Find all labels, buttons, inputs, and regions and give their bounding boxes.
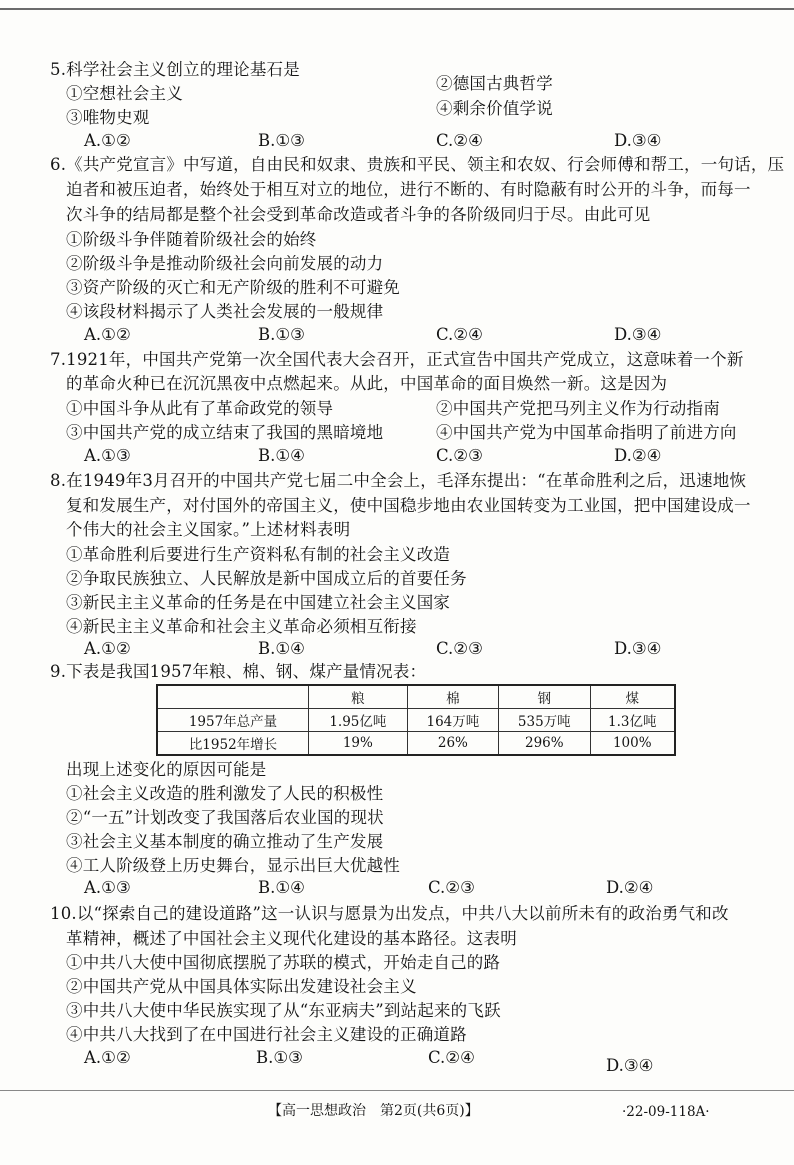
q8-choice-c: C.②③ bbox=[436, 639, 483, 658]
q7-option-1: ①中国斗争从此有了革命政党的领导 bbox=[66, 399, 334, 418]
q6-stem-line-3: 次斗争的结局都是整个社会受到革命改造或者斗争的各阶级同归于尽。由此可见 bbox=[66, 205, 651, 224]
top-rule bbox=[0, 8, 794, 10]
q7-choice-b: B.①④ bbox=[258, 446, 305, 465]
table-cell: 26% bbox=[407, 732, 498, 756]
q6-choice-b: B.①③ bbox=[258, 325, 305, 344]
q6-option-4: ④该段材料揭示了人类社会发展的一般规律 bbox=[66, 302, 384, 321]
footer-rule bbox=[0, 1090, 794, 1091]
footer-page-info: 【高一思想政治 第2页(共6页)】 bbox=[268, 1103, 479, 1119]
q10-stem-line-1: 10.以“探索自己的建设道路”这一认识与愿景为出发点，中共八大以前所未有的政治勇气和改 bbox=[50, 904, 729, 923]
table-cell: 296% bbox=[499, 732, 590, 756]
q9-stem: 9.下表是我国1957年粮、棉、钢、煤产量情况表： bbox=[50, 662, 427, 681]
q5-choice-b: B.①③ bbox=[258, 131, 305, 150]
table-header-row bbox=[157, 685, 675, 709]
q9-option-3: ③社会主义基本制度的确立推动了生产发展 bbox=[66, 832, 384, 851]
table-cell: 1957年总产量 bbox=[157, 709, 309, 732]
production-table bbox=[156, 684, 676, 756]
q8-stem-line-2: 复和发展生产，对付国外的帝国主义，使中国稳步地由农业国转变为工业国，把中国建设成一 bbox=[66, 496, 751, 515]
table-cell: 535万吨 bbox=[499, 709, 590, 732]
q10-option-1: ①中共八大使中国彻底摆脱了苏联的模式，开始走自己的路 bbox=[66, 953, 501, 972]
table-header-cell bbox=[157, 685, 309, 709]
q10-stem-line-2: 革精神，概述了中国社会主义现代化建设的基本路径。这表明 bbox=[66, 929, 517, 948]
table-cell: 19% bbox=[309, 732, 408, 756]
q8-stem-line-3: 个伟大的社会主义国家。”上述材料表明 bbox=[66, 520, 351, 539]
page-footer bbox=[0, 1094, 794, 1124]
table-header-cell: 钢 bbox=[499, 685, 590, 709]
q8-choice-b: B.①④ bbox=[258, 639, 305, 658]
table-cell: 1.3亿吨 bbox=[590, 709, 675, 732]
q6-stem-line-2: 迫者和被压迫者，始终处于相互对立的地位，进行不断的、有时隐蔽有时公开的斗争，而每一 bbox=[66, 180, 751, 199]
q9-choice-c: C.②③ bbox=[428, 878, 475, 897]
q7-stem-line-2: 的革命火种已在沉沉黑夜中点燃起来。从此，中国革命的面目焕然一新。这是因为 bbox=[66, 374, 668, 393]
q6-stem-line-1: 6.《共产党宣言》中写道，自由民和奴隶、贵族和平民、领主和农奴、行会师傅和帮工，一句话，压 bbox=[50, 155, 785, 174]
q7-choice-a: A.①③ bbox=[84, 446, 131, 465]
q7-option-2: ②中国共产党把马列主义作为行动指南 bbox=[436, 399, 720, 418]
table-cell: 100% bbox=[590, 732, 675, 756]
q10-choice-a: A.①② bbox=[84, 1048, 131, 1067]
q5-option-1: ①空想社会主义 bbox=[66, 84, 183, 103]
q10-option-4: ④中共八大找到了在中国进行社会主义建设的正确道路 bbox=[66, 1025, 467, 1044]
table-header-cell: 煤 bbox=[590, 685, 675, 709]
q5-stem: 5.科学社会主义创立的理论基石是 bbox=[50, 60, 300, 79]
q8-stem-line-1: 8.在1949年3月召开的中国共产党七届二中全会上，毛泽东提出：“在革命胜利之后，迅速地恢 bbox=[50, 471, 747, 490]
q7-choice-d: D.②④ bbox=[614, 446, 662, 465]
q7-choice-c: C.②③ bbox=[436, 446, 483, 465]
table-cell: 比1952年增长 bbox=[157, 732, 309, 756]
table-row bbox=[157, 732, 675, 756]
q9-choice-a: A.①③ bbox=[84, 878, 131, 897]
q5-choice-d: D.③④ bbox=[614, 131, 662, 150]
q6-option-3: ③资产阶级的灭亡和无产阶级的胜利不可避免 bbox=[66, 278, 400, 297]
table-header-cell: 粮 bbox=[309, 685, 408, 709]
q5-choice-c: C.②④ bbox=[436, 131, 483, 150]
q5-option-2: ②德国古典哲学 bbox=[436, 74, 553, 93]
q6-choice-c: C.②④ bbox=[436, 325, 483, 344]
table-cell: 1.95亿吨 bbox=[309, 709, 408, 732]
q5-choice-a: A.①② bbox=[84, 131, 131, 150]
q9-option-4: ④工人阶级登上历史舞台，显示出巨大优越性 bbox=[66, 856, 400, 875]
q7-option-3: ③中国共产党的成立结束了我国的黑暗境地 bbox=[66, 423, 384, 442]
q7-stem-line-1: 7.1921年，中国共产党第一次全国代表大会召开，正式宣告中国共产党成立，这意味着一个新 bbox=[50, 350, 744, 369]
q6-option-1: ①阶级斗争伴随着阶级社会的始终 bbox=[66, 230, 317, 249]
q7-option-4: ④中国共产党为中国革命指明了前进方向 bbox=[436, 423, 737, 442]
q9-option-2: ②“一五”计划改变了我国落后农业国的现状 bbox=[66, 808, 384, 827]
table-header-cell: 棉 bbox=[407, 685, 498, 709]
q8-option-2: ②争取民族独立、人民解放是新中国成立后的首要任务 bbox=[66, 569, 467, 588]
q6-choice-a: A.①② bbox=[84, 325, 131, 344]
footer-exam-code: ·22-09-118A· bbox=[622, 1104, 710, 1120]
q8-choice-a: A.①② bbox=[84, 639, 131, 658]
q9-choice-d: D.②④ bbox=[606, 878, 654, 897]
q5-option-4: ④剩余价值学说 bbox=[436, 99, 553, 118]
q6-option-2: ②阶级斗争是推动阶级社会向前发展的动力 bbox=[66, 254, 384, 273]
q10-option-2: ②中国共产党从中国具体实际出发建设社会主义 bbox=[66, 977, 417, 996]
q10-option-3: ③中共八大使中华民族实现了从“东亚病夫”到站起来的飞跃 bbox=[66, 1001, 501, 1020]
q8-option-3: ③新民主主义革命的任务是在中国建立社会主义国家 bbox=[66, 593, 451, 612]
table-cell: 164万吨 bbox=[407, 709, 498, 732]
q8-choice-d: D.③④ bbox=[614, 639, 662, 658]
q6-choice-d: D.③④ bbox=[614, 325, 662, 344]
q5-option-3: ③唯物史观 bbox=[66, 108, 150, 127]
q9-after-table: 出现上述变化的原因可能是 bbox=[66, 760, 267, 779]
q8-option-4: ④新民主主义革命和社会主义革命必须相互衔接 bbox=[66, 617, 417, 636]
q10-choice-d: D.③④ bbox=[606, 1056, 654, 1075]
table-row bbox=[157, 709, 675, 732]
q10-choice-b: B.①③ bbox=[256, 1048, 303, 1067]
q9-option-1: ①社会主义改造的胜利激发了人民的积极性 bbox=[66, 784, 384, 803]
q10-choice-c: C.②④ bbox=[428, 1048, 475, 1067]
q9-choice-b: B.①④ bbox=[258, 878, 305, 897]
q8-option-1: ①革命胜利后要进行生产资料私有制的社会主义改造 bbox=[66, 545, 451, 564]
